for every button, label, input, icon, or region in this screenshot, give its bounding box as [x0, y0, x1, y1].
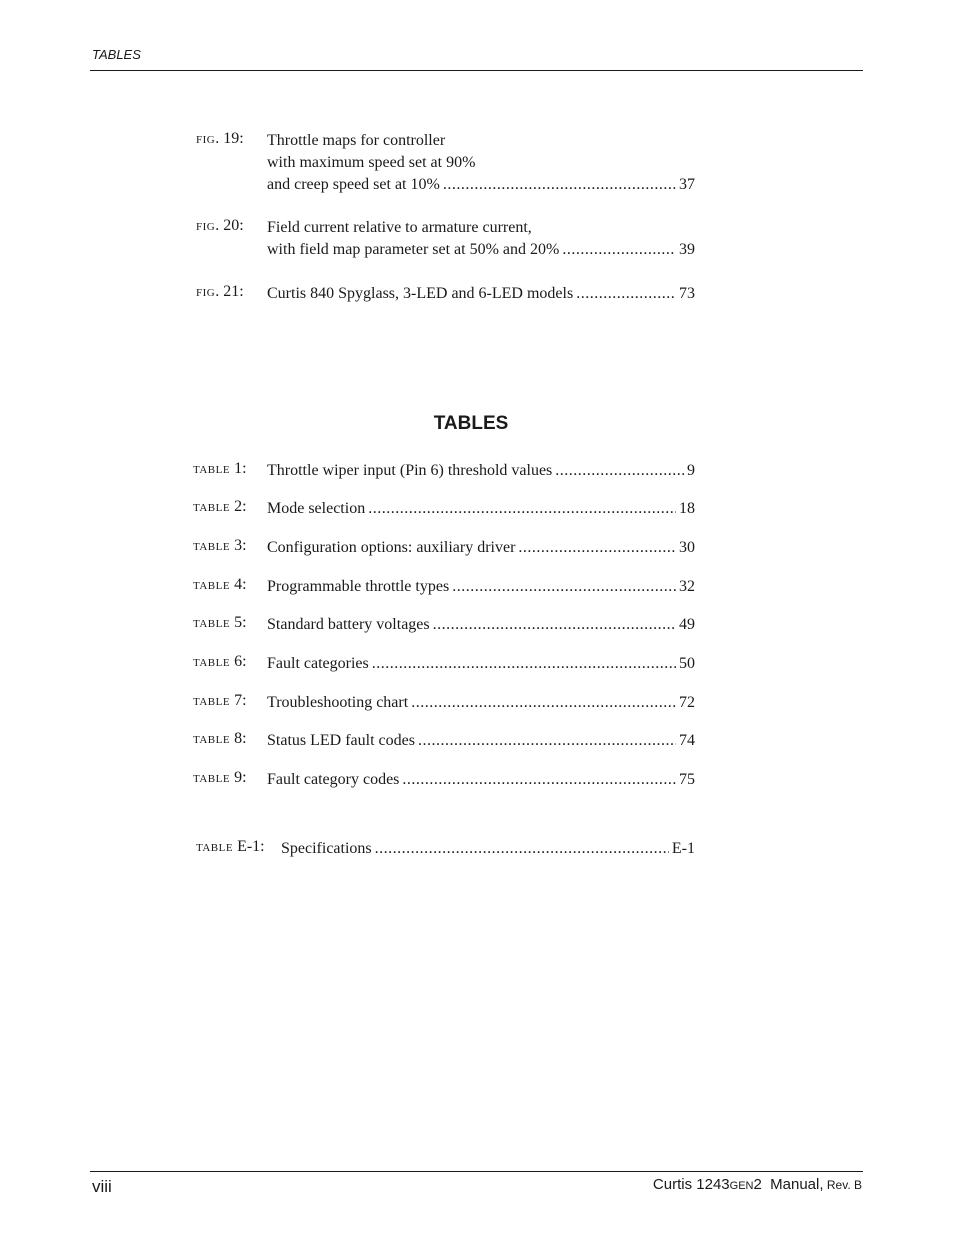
figure-title-line: with maximum speed set at 90% [267, 154, 476, 171]
table-label: TABLE 7: [193, 692, 247, 709]
table-label: TABLE 1: [193, 460, 247, 477]
page-number: 9 [687, 462, 695, 479]
figure-title-last-line: with field map parameter set at 50% and 20% ..... 39 [267, 239, 695, 261]
figure-label: FIG. 19: [196, 130, 244, 147]
dot-leader [555, 460, 684, 482]
table-label: TABLE E-1: [196, 838, 265, 855]
table-label: TABLE 3: [193, 537, 247, 554]
table-title: Fault category codes [267, 771, 400, 788]
page-number: 72 [679, 694, 695, 711]
table-title: Configuration options: auxiliary driver [267, 539, 516, 556]
footer-page-number: viii [92, 1177, 112, 1196]
section-title: TABLES [433, 413, 509, 434]
page-number: 50 [679, 655, 695, 672]
dot-leader [402, 769, 676, 791]
footer-rule [90, 1171, 863, 1172]
dot-leader [368, 498, 676, 520]
table-label: TABLE 5: [193, 614, 247, 631]
page-number: 18 [679, 500, 695, 517]
table-title: Standard battery voltages [267, 616, 430, 633]
figure-title-last-line: and creep speed set at 10% ..... 37 [267, 174, 695, 196]
table-title: Specifications [281, 840, 372, 857]
table-title: Status LED fault codes [267, 732, 415, 749]
figure-title-line: Field current relative to armature current, [267, 219, 532, 236]
page-number: 37 [679, 176, 695, 193]
table-label: TABLE 6: [193, 653, 247, 670]
dot-leader [562, 239, 676, 261]
footer-manual-title: Curtis 1243GEN2 Manual, Rev. B [652, 1176, 862, 1193]
running-head: TABLES [92, 47, 141, 62]
figure-label: FIG. 21: [196, 283, 244, 300]
table-title: Troubleshooting chart [267, 694, 409, 711]
page-number: 32 [679, 578, 695, 595]
dot-leader [411, 692, 676, 714]
table-title: Throttle wiper input (Pin 6) threshold values [267, 462, 553, 479]
dot-leader [452, 576, 676, 598]
page-number: 75 [679, 771, 695, 788]
table-title: Fault categories [267, 655, 369, 672]
table-title: Programmable throttle types [267, 578, 450, 595]
table-label: TABLE 8: [193, 730, 247, 747]
figure-title-last-line: Curtis 840 Spyglass, 3-LED and 6-LED models ..... 73 [267, 283, 695, 305]
figure-label: FIG. 20: [196, 217, 244, 234]
page-number: E-1 [671, 840, 695, 857]
dot-leader [418, 730, 676, 752]
page-number: 30 [679, 539, 695, 556]
page-number: 73 [679, 285, 695, 302]
table-label: TABLE 4: [193, 576, 247, 593]
table-title: Mode selection [267, 500, 366, 517]
page-number: 74 [679, 732, 695, 749]
dot-leader [518, 537, 676, 559]
header-rule [90, 70, 863, 71]
dot-leader [576, 283, 676, 305]
table-label: TABLE 9: [193, 769, 247, 786]
page-number: 49 [679, 616, 695, 633]
page-number: 39 [679, 241, 695, 258]
figure-title-line: Throttle maps for controller [267, 132, 446, 149]
dot-leader [433, 614, 676, 636]
dot-leader [372, 653, 676, 675]
table-label: TABLE 2: [193, 498, 247, 515]
dot-leader [443, 174, 676, 196]
dot-leader [375, 838, 669, 860]
